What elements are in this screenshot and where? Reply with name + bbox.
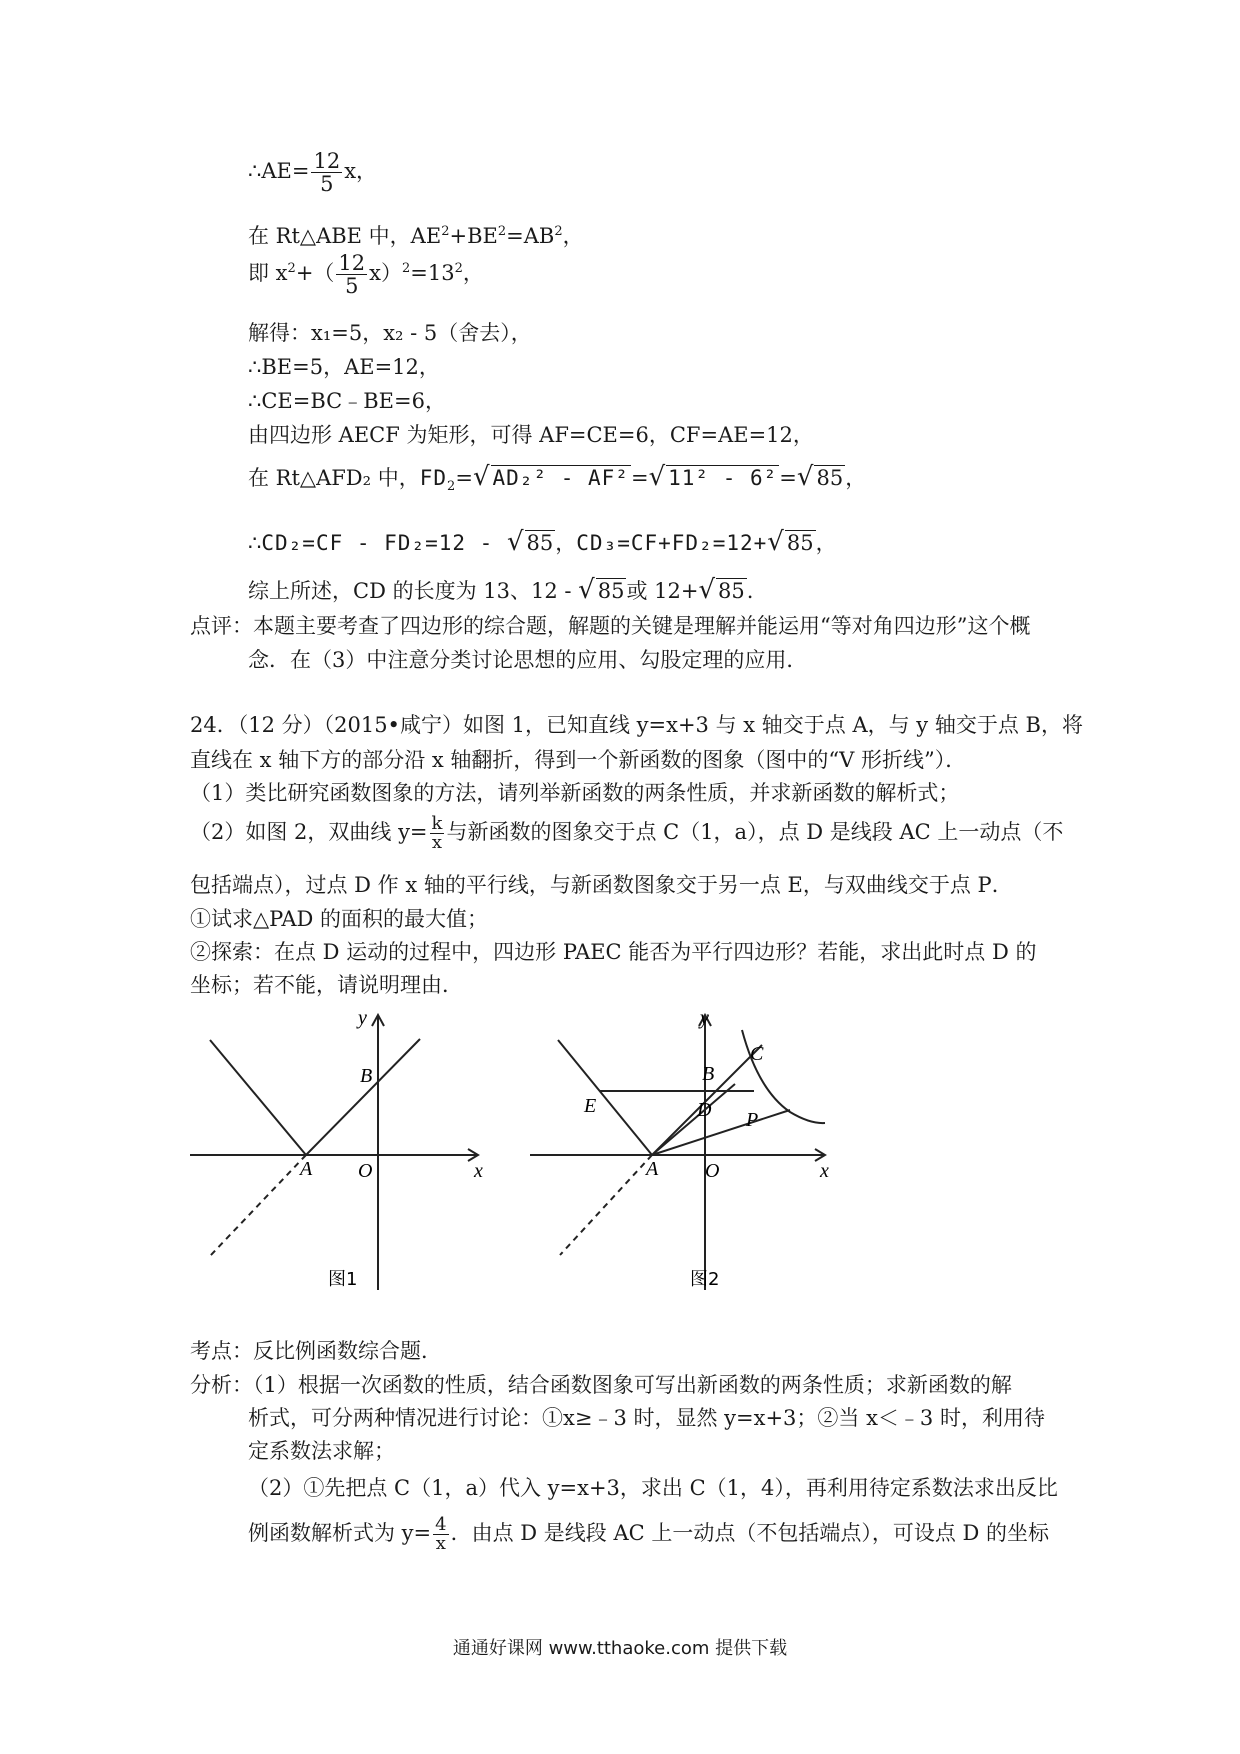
fig2-point-c-label: C: [750, 1043, 764, 1065]
fig2-point-d-label: D: [697, 1099, 712, 1121]
fig2-point-e-label: E: [584, 1095, 597, 1117]
problem24-part2-line2: 包括端点），过点 D 作 x 轴的平行线，与新函数图象交于另一点 E，与双曲线交于点 P．: [190, 873, 1013, 897]
solve-line: 解得：x₁=5，x₂ - 5（舍去），: [248, 321, 532, 345]
ce-line: ∴CE=BC﹣BE=6，: [248, 389, 446, 413]
ae-equation: ∴AE= $\frac{12}{5}$ x，: [248, 149, 378, 196]
fig1-caption: 图1: [328, 1269, 358, 1290]
analysis-line-5: 例函数解析式为 y= $\frac{4}{x}$ ．由点 D 是线段 AC 上一动点（不包括端点），可设点 D 的坐标: [248, 1514, 1050, 1554]
fig2-origin-label: O: [705, 1160, 720, 1182]
fig2-caption: 图2: [690, 1269, 720, 1290]
fig1-point-b-label: B: [360, 1065, 373, 1087]
cd-line: ∴CD₂=CF - FD₂=12 - √ 85，CD₃=CF+FD₂=12+√ 85，: [248, 527, 837, 557]
rectangle-line: 由四边形 AECF 为矩形，可得 AF=CE=6，CF=AE=12，: [248, 423, 814, 447]
fig2-point-a-label: A: [646, 1158, 659, 1180]
fig1-y-label: y: [358, 1007, 367, 1029]
figure-1: [190, 1015, 478, 1290]
figure-2: [530, 1015, 825, 1290]
problem24-line-1: 24．（12 分）（2015•咸宁）如图 1，已知直线 y=x+3 与 x 轴交于点 A，与 y 轴交于点 B，将: [190, 713, 1083, 737]
fig1-x-label: x: [474, 1160, 483, 1182]
fig2-x-label: x: [820, 1160, 829, 1182]
problem24-q2-line2: 坐标；若不能，请说明理由．: [190, 973, 463, 997]
be-ae-line: ∴BE=5，AE=12，: [248, 355, 440, 379]
comment-line-2: 念．在（3）中注意分类讨论思想的应用、勾股定理的应用．: [248, 648, 808, 672]
pythagoras-equation: 即 $x^2+$（ $\frac{12}{5}$ $x)^2=13^2$，: [248, 251, 484, 298]
analysis-line-4: （2）①先把点 C（1，a）代入 y=x+3，求出 C（1，4），再利用待定系数法求出反比: [248, 1476, 1058, 1500]
fd2-line: 在 Rt△AFD₂ 中，$FD_2=√$ AD₂² - AF²=√ 11² - 6²=√ 85，: [248, 462, 867, 495]
problem24-part1: （1）类比研究函数图象的方法，请列举新函数的两条性质，并求新函数的解析式；: [190, 781, 960, 805]
kaodian-line: 考点：反比例函数综合题．: [190, 1339, 442, 1363]
comment-line-1: 点评：本题主要考查了四边形的综合题，解题的关键是理解并能运用“等对角四边形”这个概: [190, 614, 1031, 638]
fig1-origin-label: O: [358, 1160, 373, 1182]
analysis-line-1: 分析：（1）根据一次函数的性质，结合函数图象可写出新函数的两条性质；求新函数的解: [190, 1373, 1012, 1397]
fig2-point-b-label: B: [702, 1063, 715, 1085]
analysis-line-3: 定系数法求解；: [248, 1439, 395, 1463]
analysis-line-2: 析式，可分两种情况进行讨论：①x≥﹣3 时，显然 y=x+3；②当 x＜﹣3 时，利用待: [248, 1406, 1045, 1430]
problem24-q1: ①试求△PAD 的面积的最大值；: [190, 907, 489, 931]
problem24-q2-line1: ②探索：在点 D 运动的过程中，四边形 PAEC 能否为平行四边形？若能，求出此时点 D 的: [190, 940, 1037, 964]
problem24-line-2: 直线在 x 轴下方的部分沿 x 轴翻折，得到一个新函数的图象（图中的“V 形折线”）．: [190, 748, 967, 772]
problem24-part2: （2）如图 2，双曲线 y= $\frac{k}{x}$ 与新函数的图象交于点 C（1，a），点 D 是线段 AC 上一动点（不: [190, 813, 1064, 853]
summary-line: 综上所述，CD 的长度为 13、12 - √ 85或 12+√ 85.: [248, 575, 754, 605]
fig2-y-label: y: [700, 1007, 709, 1029]
footer-credit: 通通好课网 www.tthaoke.com 提供下载: [452, 1638, 788, 1659]
rt-abe-line: 在 Rt△ABE 中，$AE^2+BE^2=AB^2$，: [248, 224, 584, 248]
fig2-point-p-label: P: [746, 1109, 759, 1131]
fig1-point-a-label: A: [300, 1158, 313, 1180]
